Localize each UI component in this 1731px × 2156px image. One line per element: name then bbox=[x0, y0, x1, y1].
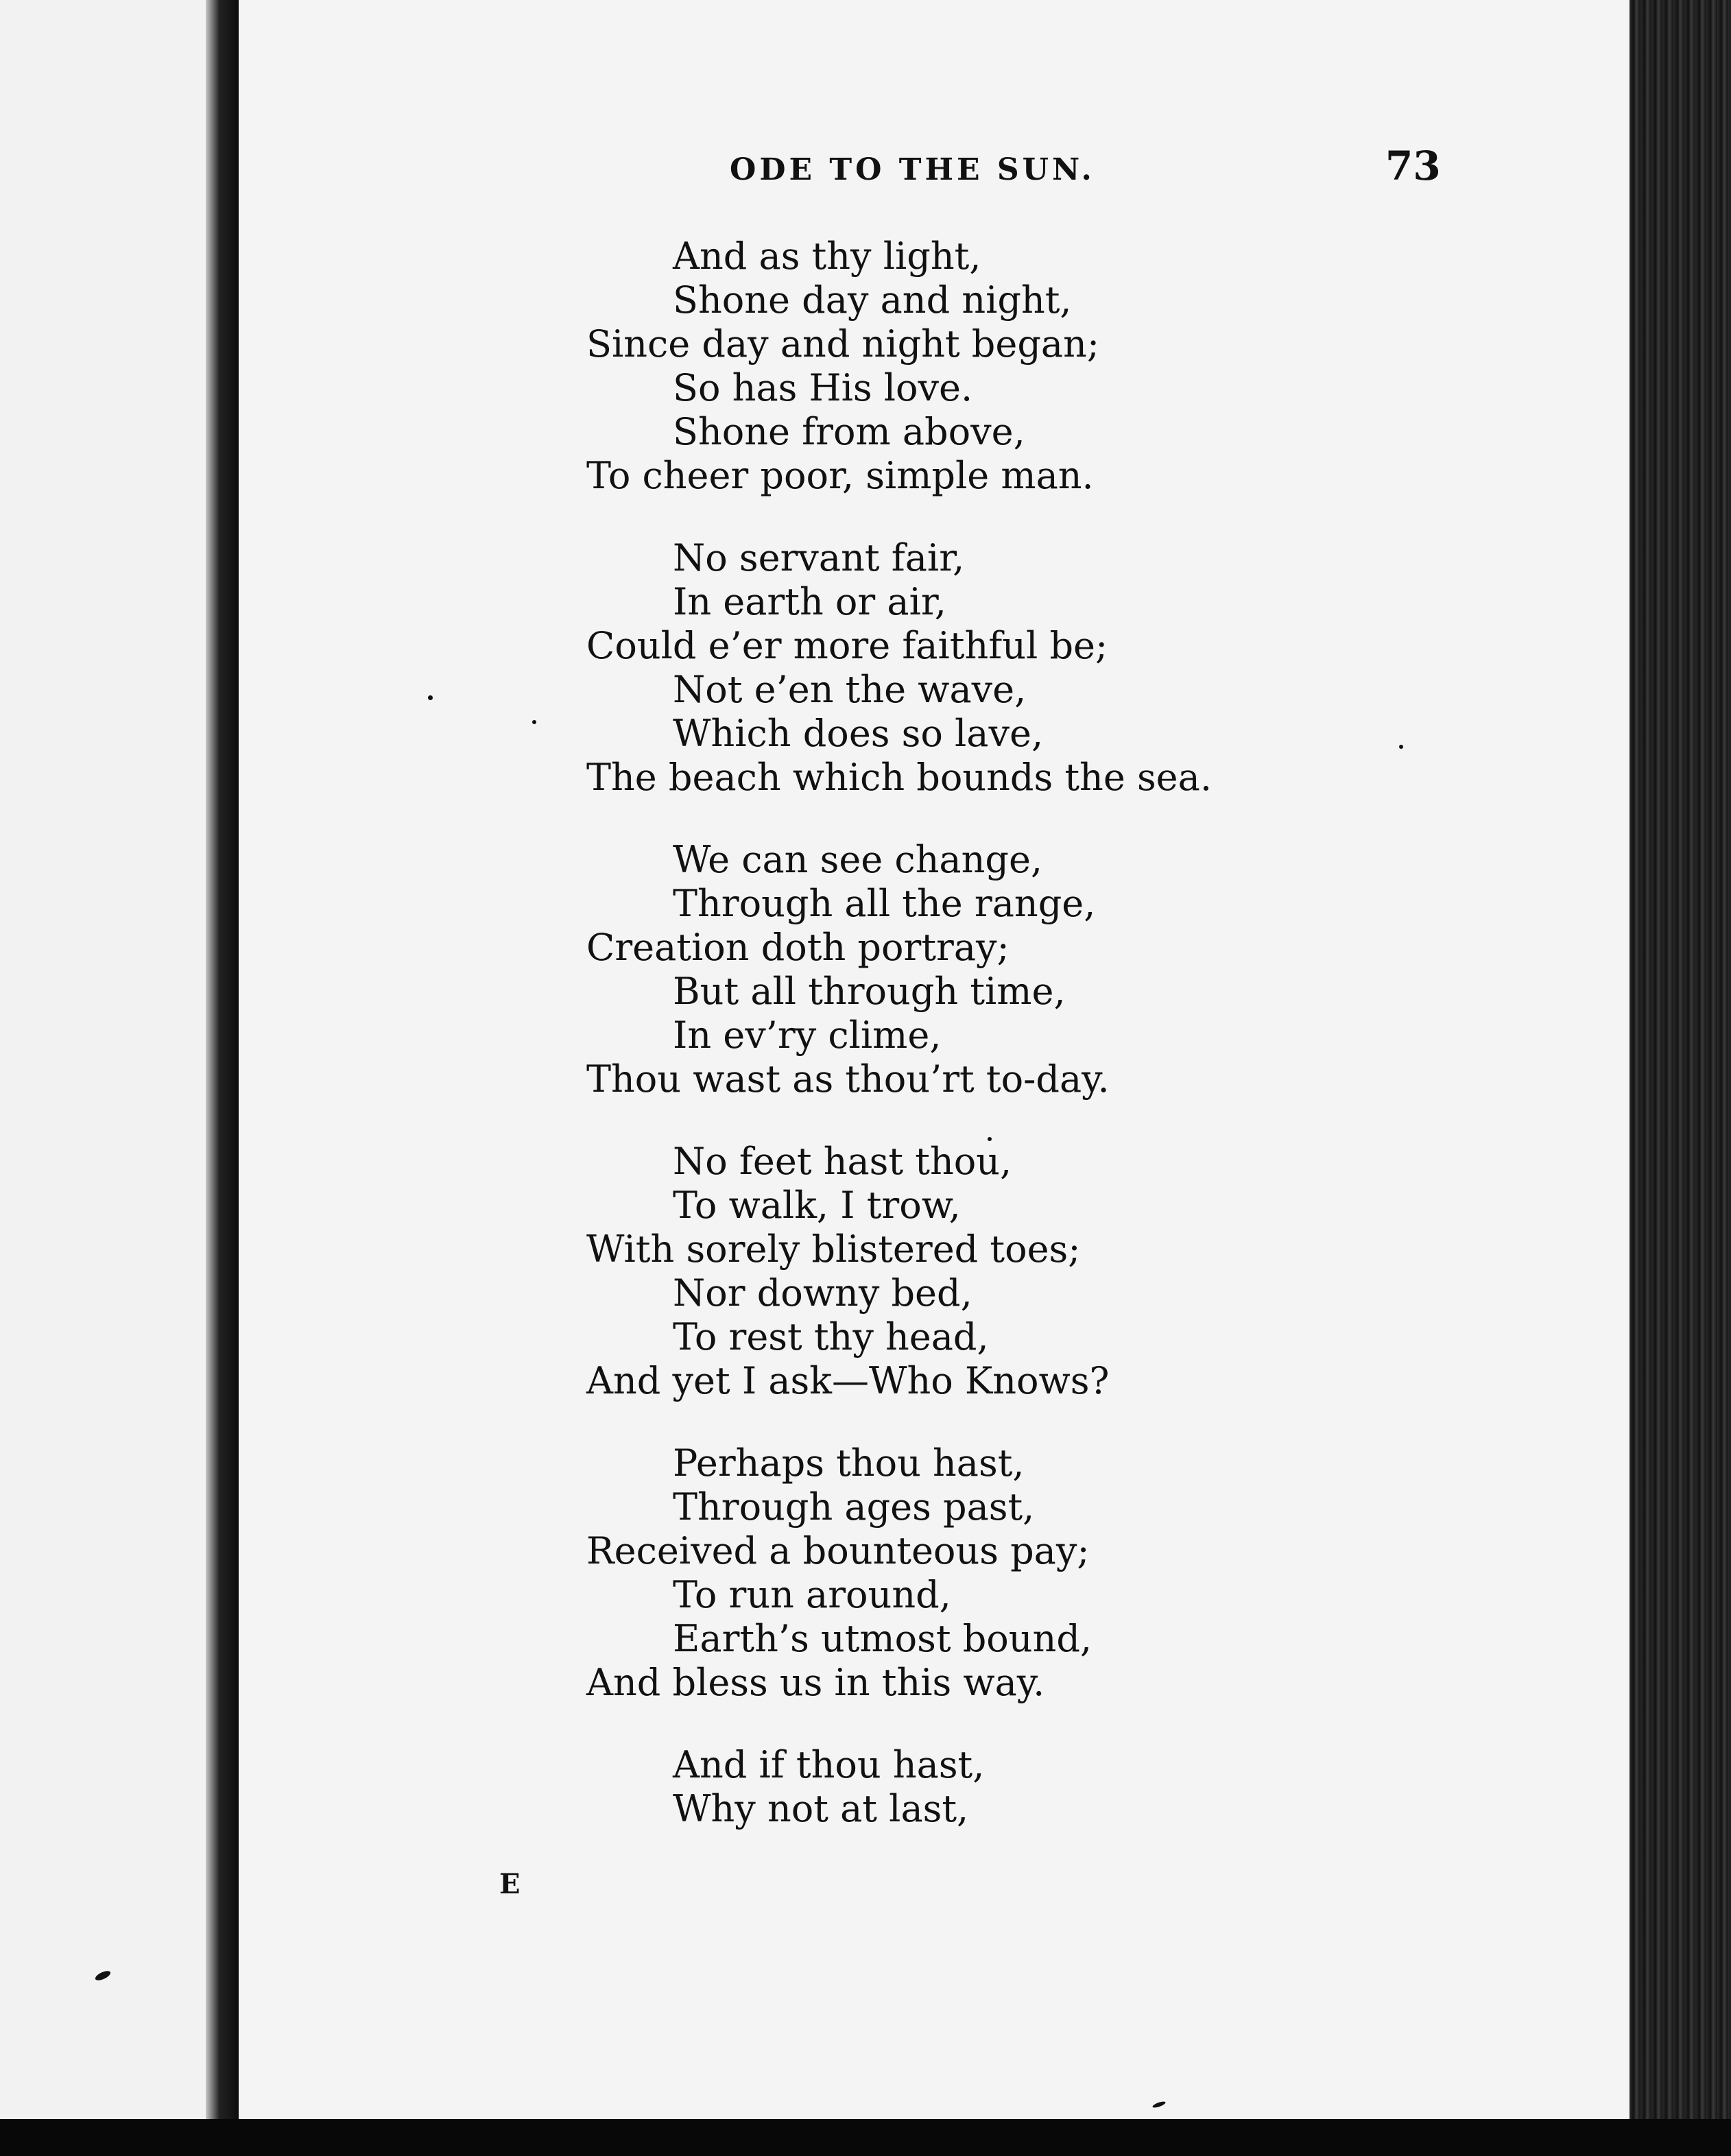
stanza bbox=[586, 838, 1341, 1101]
poem-line: We can see change, bbox=[673, 838, 1043, 881]
poem-line: Which does so lave, bbox=[673, 712, 1044, 755]
ink-speck bbox=[532, 720, 536, 724]
poem-line: Why not at last, bbox=[673, 1787, 969, 1830]
poem-line: Nor downy bed, bbox=[673, 1271, 972, 1315]
poem-line: Perhaps thou hast, bbox=[673, 1441, 1025, 1485]
running-head: ODE TO THE SUN. bbox=[730, 152, 1095, 187]
stanza bbox=[586, 1441, 1341, 1705]
poem-line: To run around, bbox=[673, 1573, 951, 1616]
scan-border bbox=[0, 2119, 1731, 2156]
poem-line: To rest thy head, bbox=[673, 1315, 989, 1358]
signature-mark: E bbox=[499, 1868, 521, 1900]
stanza bbox=[586, 235, 1341, 498]
poem-line: The beach which bounds the sea. bbox=[586, 756, 1212, 799]
poem-text bbox=[586, 235, 1341, 1869]
poem-line: To cheer poor, simple man. bbox=[586, 454, 1094, 497]
poem-line: Shone day and night, bbox=[673, 278, 1072, 322]
poem-line: With sorely blistered toes; bbox=[586, 1227, 1081, 1271]
stanza bbox=[586, 1743, 1341, 1831]
poem-line: Thou wast as thou’rt to-day. bbox=[586, 1057, 1110, 1101]
book-gutter bbox=[206, 0, 240, 2119]
poem-line: And yet I ask—Who Knows? bbox=[586, 1359, 1110, 1402]
poem-line: Creation doth portray; bbox=[586, 926, 1010, 969]
poem-line: So has His love. bbox=[673, 366, 973, 409]
stanza bbox=[586, 536, 1341, 800]
poem-line: And if thou hast, bbox=[673, 1743, 985, 1786]
poem-line: And as thy light, bbox=[673, 235, 981, 278]
poem-line: No servant fair, bbox=[673, 536, 965, 579]
poem-line: Could e’er more faithful be; bbox=[586, 624, 1108, 667]
poem-line: And bless us in this way. bbox=[586, 1661, 1045, 1704]
page-edges bbox=[1629, 0, 1731, 2119]
page-number: 73 bbox=[1385, 143, 1441, 189]
poem-line: To walk, I trow, bbox=[673, 1184, 961, 1227]
poem-line: No feet hast thou, bbox=[673, 1140, 1012, 1183]
poem-line: Through all the range, bbox=[673, 882, 1096, 925]
poem-line: In earth or air, bbox=[673, 580, 946, 623]
poem-line: In ev’ry clime, bbox=[673, 1014, 942, 1057]
left-page-margin bbox=[0, 0, 206, 2119]
poem-line: Shone from above, bbox=[673, 410, 1025, 453]
ink-speck bbox=[428, 695, 433, 700]
poem-line: Through ages past, bbox=[673, 1485, 1035, 1529]
poem-line: But all through time, bbox=[673, 970, 1066, 1013]
poem-line: Received a bounteous pay; bbox=[586, 1529, 1090, 1572]
poem-line: Not e’en the wave, bbox=[673, 668, 1027, 711]
poem-line: Earth’s utmost bound, bbox=[673, 1617, 1093, 1660]
stanza bbox=[586, 1140, 1341, 1403]
ink-speck bbox=[1399, 745, 1403, 749]
poem-line: Since day and night began; bbox=[586, 322, 1100, 366]
